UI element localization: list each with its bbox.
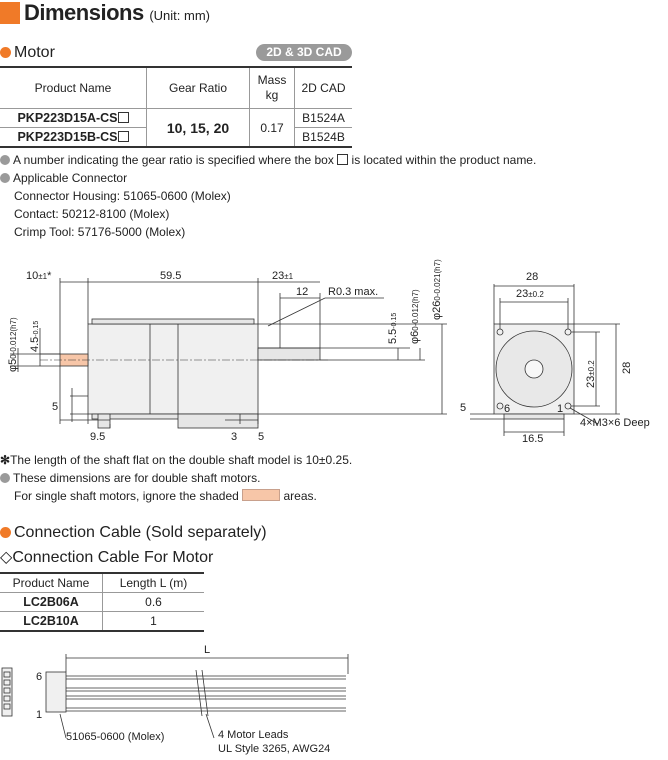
- dim-phi26: φ260-0.021(h7): [431, 259, 443, 320]
- motor-table: [0, 66, 352, 148]
- table-row: [0, 109, 352, 128]
- leads-label: 4 Motor Leads: [218, 729, 289, 741]
- motor-section-title: Motor: [0, 44, 55, 62]
- dim-59-5: 59.5: [160, 270, 182, 282]
- col-product-name: Product Name: [0, 67, 147, 109]
- diamond-icon: ◇: [0, 549, 13, 566]
- col-mass: Mass kg: [250, 67, 295, 109]
- length-cell: 1: [103, 612, 205, 632]
- orange-dot-icon: [0, 527, 11, 538]
- gray-dot-icon: [0, 473, 10, 483]
- product-name-cell: LC2B06A: [0, 593, 103, 612]
- col-gear-ratio: Gear Ratio: [147, 67, 250, 109]
- box-icon: [118, 112, 129, 123]
- dim-28-top: 28: [526, 271, 539, 283]
- col-product-name: Product Name: [0, 573, 103, 593]
- mount-holes-label: 4×M3×6 Deep: [580, 417, 650, 429]
- pin-6-label: 6: [504, 403, 511, 415]
- col-2d-cad: 2D CAD: [295, 67, 353, 109]
- asterisk-note: ✻The length of the shaft flat on the double shaft model is 10±0.25.: [0, 453, 353, 467]
- col-length: Length L (m): [103, 573, 205, 593]
- orange-dot-icon: [0, 47, 11, 58]
- double-shaft-note: These dimensions are for double shaft motors.: [0, 471, 260, 485]
- connector-housing: Connector Housing: 51065-0600 (Molex): [14, 189, 231, 203]
- motor-side-drawing: [0, 248, 460, 448]
- dim-5-front: 5: [460, 402, 467, 414]
- dim-10: 10±1*: [26, 270, 52, 282]
- dim-5-bottom: 5: [258, 431, 265, 443]
- dim-r03: R0.3 max.: [328, 286, 379, 298]
- dim-5-left: 5: [52, 401, 59, 413]
- connector-label: 51065-0600 (Molex): [66, 731, 165, 743]
- cad-badge[interactable]: 2D & 3D CAD: [256, 44, 352, 61]
- table-row: [0, 593, 204, 612]
- table-row: [0, 612, 204, 632]
- dim-5-5: 5.5-0.15: [387, 312, 399, 344]
- cad-link[interactable]: B1524B: [295, 128, 353, 148]
- cable-section-title: Connection Cable (Sold separately): [0, 524, 267, 542]
- unit-label: (Unit: mm): [149, 8, 210, 23]
- product-name-cell: PKP223D15B-CS: [0, 128, 147, 148]
- product-name-cell: PKP223D15A-CS: [0, 109, 147, 128]
- dim-phi6: φ60-0.012(h7): [409, 289, 421, 344]
- dim-23: 23±1: [272, 270, 294, 282]
- dim-12: 12: [296, 286, 309, 298]
- crimp-tool: Crimp Tool: 57176-5000 (Molex): [14, 225, 186, 239]
- gear-ratio-cell: 10, 15, 20: [147, 109, 250, 148]
- cable-table: [0, 572, 204, 632]
- pin-1-label: 1: [36, 709, 43, 721]
- dim-9-5: 9.5: [90, 431, 106, 443]
- cable-subtitle: ◇Connection Cable For Motor: [0, 549, 214, 566]
- single-shaft-note: For single shaft motors, ignore the shaded areas.: [14, 489, 317, 503]
- dim-phi5: φ50-0.012(h7): [7, 317, 19, 372]
- dim-3: 3: [231, 431, 238, 443]
- applicable-connector: Applicable Connector: [0, 171, 127, 185]
- pin-6-label: 6: [36, 671, 43, 683]
- pin-1-label: 1: [557, 403, 564, 415]
- cable-drawing: [0, 642, 364, 754]
- page-title: Dimensions (Unit: mm): [24, 0, 210, 25]
- length-L-label: L: [204, 644, 211, 656]
- dim-23-right: 23±0.2: [585, 360, 597, 388]
- gray-dot-icon: [0, 173, 10, 183]
- connector-contact: Contact: 50212-8100 (Molex): [14, 207, 170, 221]
- dim-4-5: 4.5-0.15: [29, 320, 41, 352]
- dim-23-top: 23±0.2: [516, 288, 544, 300]
- product-name-cell: LC2B10A: [0, 612, 103, 632]
- motor-front-drawing: [460, 266, 650, 456]
- header-square-icon: [0, 2, 20, 24]
- box-icon: [118, 131, 129, 142]
- length-cell: 0.6: [103, 593, 205, 612]
- box-icon: [337, 154, 348, 165]
- cad-link[interactable]: B1524A: [295, 109, 353, 128]
- dim-16-5: 16.5: [522, 433, 544, 445]
- ul-style-label: UL Style 3265, AWG24: [218, 743, 331, 755]
- shaded-area-swatch: [242, 489, 280, 501]
- gray-dot-icon: [0, 155, 10, 165]
- dim-28-right: 28: [621, 361, 633, 374]
- gear-note: A number indicating the gear ratio is specified where the box is located within the product name.: [0, 153, 536, 167]
- mass-cell: 0.17: [250, 109, 295, 148]
